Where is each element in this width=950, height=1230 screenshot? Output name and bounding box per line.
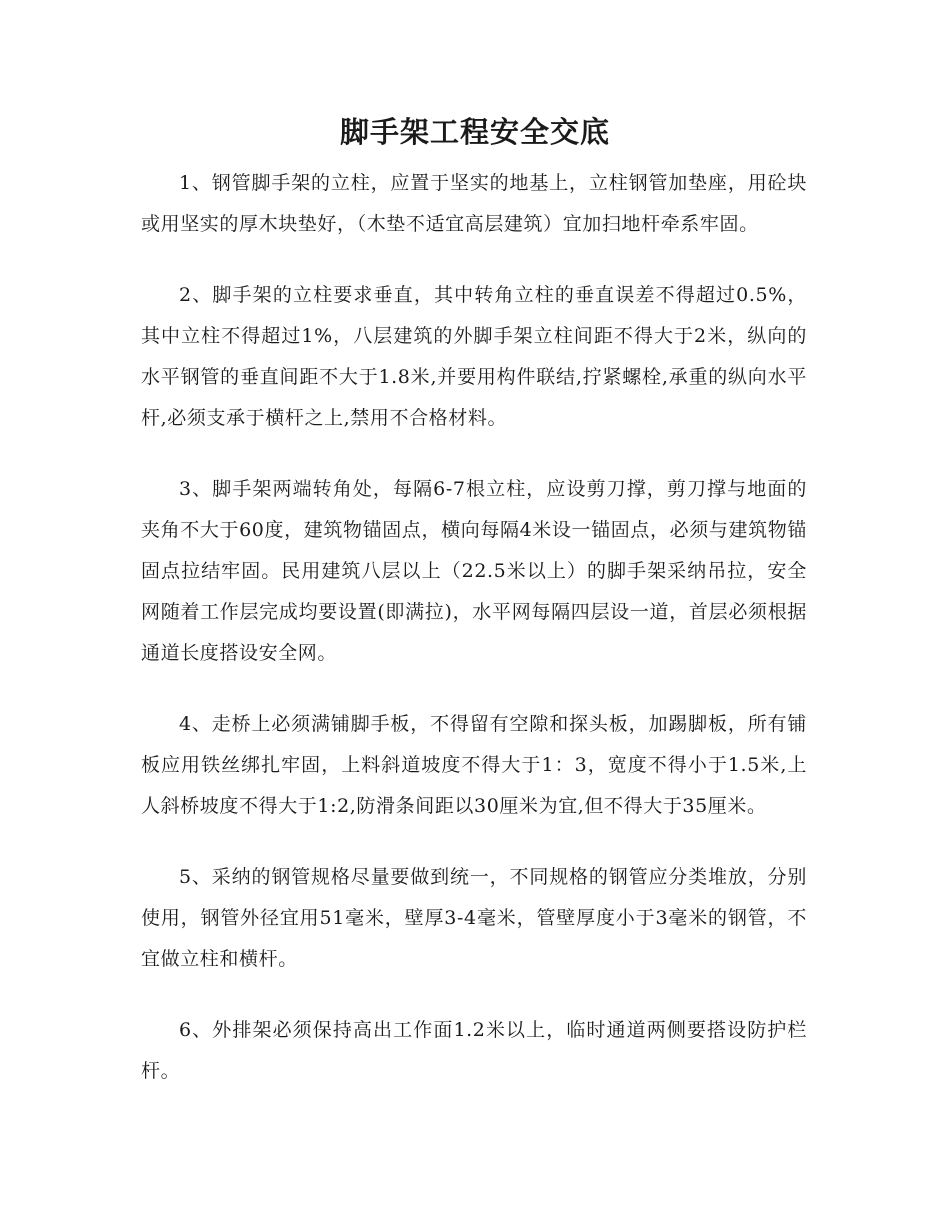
paragraph-2: 2、脚手架的立柱要求垂直，其中转角立柱的垂直误差不得超过0.5%，其中立柱不得超过1%，八层建筑的外脚手架立柱间距不得大于2米，纵向的水平钢管的垂直间距不大于1.8米,并要用构件联结,拧紧螺栓,承重的纵向水平杆,必须支承于横杆之上,禁用不合格材料。 <box>141 284 807 429</box>
paragraph-3: 3、脚手架两端转角处，每隔6-7根立柱，应设剪刀撑，剪刀撑与地面的夹角不大于60度，建筑物锚固点，横向每隔4米设一锚固点，必须与建筑物锚固点拉结牢固。民用建筑八层以上（22.5米以上）的脚手架采纳吊拉，安全网随着工作层完成均要设置(即满拉)，水平网每隔四层设一道，首层必须根据通道长度搭设安全网。 <box>141 478 807 664</box>
paragraph-5: 5、采纳的钢管规格尽量要做到统一，不同规格的钢管应分类堆放，分别使用，钢管外径宜用51毫米，壁厚3-4毫米，管壁厚度小于3毫米的钢管，不宜做立柱和横杆。 <box>141 866 807 970</box>
document-title: 脚手架工程安全交底 <box>339 115 610 149</box>
paragraph-6: 6、外排架必须保持高出工作面1.2米以上，临时通道两侧要搭设防护栏杆。 <box>141 1019 807 1082</box>
paragraph-1: 1、钢管脚手架的立柱，应置于坚实的地基上，立柱钢管加垫座，用砼块或用坚实的厚木块垫好，（木垫不适宜高层建筑）宜加扫地杆牵系牢固。 <box>141 172 807 235</box>
document-body <box>141 163 807 1122</box>
paragraph-4: 4、走桥上必须满铺脚手板，不得留有空隙和探头板，加踢脚板，所有铺板应用铁丝绑扎牢固，上料斜道坡度不得大于1：3，宽度不得小于1.5米,上人斜桥坡度不得大于1:2,防滑条间距以30厘米为宜,但不得大于35厘米。 <box>141 713 807 817</box>
